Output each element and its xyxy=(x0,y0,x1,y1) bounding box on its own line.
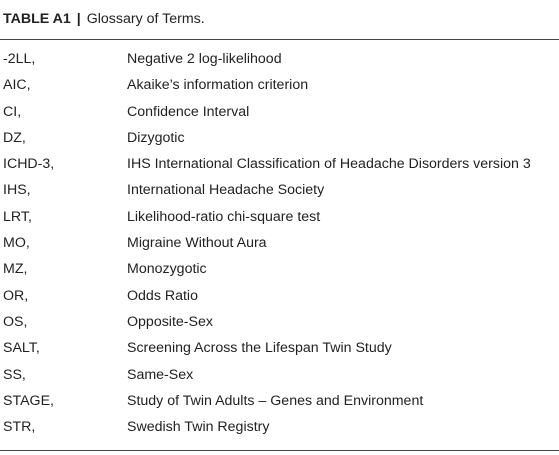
table-title: Glossary of Terms. xyxy=(86,11,205,27)
glossary-term: OS, xyxy=(3,313,28,330)
glossary-definition: Study of Twin Adults – Genes and Environment xyxy=(127,392,424,409)
table-row xyxy=(0,283,559,309)
glossary-definition: International Headache Society xyxy=(127,182,325,199)
glossary-term: STAGE, xyxy=(3,392,54,409)
table-row xyxy=(0,177,559,203)
glossary-definition: Negative 2 log-likelihood xyxy=(127,51,282,67)
glossary-definition: Confidence Interval xyxy=(127,103,250,120)
glossary-term: ICHD-3, xyxy=(3,156,55,173)
table-row xyxy=(0,256,559,282)
table-row xyxy=(0,46,559,72)
glossary-term: CI, xyxy=(3,103,22,120)
bottom-rule xyxy=(0,450,559,451)
glossary-term: SALT, xyxy=(3,340,40,357)
glossary-definition: Opposite-Sex xyxy=(127,313,213,330)
glossary-definition: Swedish Twin Registry xyxy=(127,419,270,436)
table-row xyxy=(0,204,559,230)
table-row xyxy=(0,151,559,177)
glossary-definition: Akaike’s information criterion xyxy=(127,77,309,94)
table-row xyxy=(0,72,559,98)
glossary-term: MO, xyxy=(3,235,30,252)
glossary-table xyxy=(0,46,559,440)
table-row xyxy=(0,99,559,125)
top-rule xyxy=(0,39,559,40)
glossary-definition: Same-Sex xyxy=(127,366,194,383)
table-row xyxy=(0,362,559,388)
glossary-term: DZ, xyxy=(3,129,26,146)
caption-separator: | xyxy=(76,11,81,27)
glossary-term: SS, xyxy=(3,366,26,383)
glossary-definition: Screening Across the Lifespan Twin Study xyxy=(127,340,392,357)
table-row xyxy=(0,414,559,440)
table-caption xyxy=(3,11,205,27)
glossary-term: IHS, xyxy=(3,182,31,199)
glossary-definition: Monozygotic xyxy=(127,261,207,278)
glossary-term: AIC, xyxy=(3,77,31,94)
glossary-term: STR, xyxy=(3,419,36,436)
glossary-definition: Odds Ratio xyxy=(127,287,198,304)
glossary-definition: Migraine Without Aura xyxy=(127,235,267,252)
table-row xyxy=(0,388,559,414)
glossary-term: -2LL, xyxy=(3,51,36,67)
table-row xyxy=(0,230,559,256)
table-row xyxy=(0,125,559,151)
table-row xyxy=(0,309,559,335)
glossary-term: MZ, xyxy=(3,261,28,278)
glossary-term: LRT, xyxy=(3,208,32,225)
glossary-term: OR, xyxy=(3,287,29,304)
glossary-definition: IHS International Classification of Headache Disorders version 3 xyxy=(127,156,531,173)
table-label: TABLE A1 xyxy=(3,11,71,27)
glossary-definition: Likelihood-ratio chi-square test xyxy=(127,208,321,225)
table-row xyxy=(0,335,559,361)
glossary-definition: Dizygotic xyxy=(127,129,185,146)
